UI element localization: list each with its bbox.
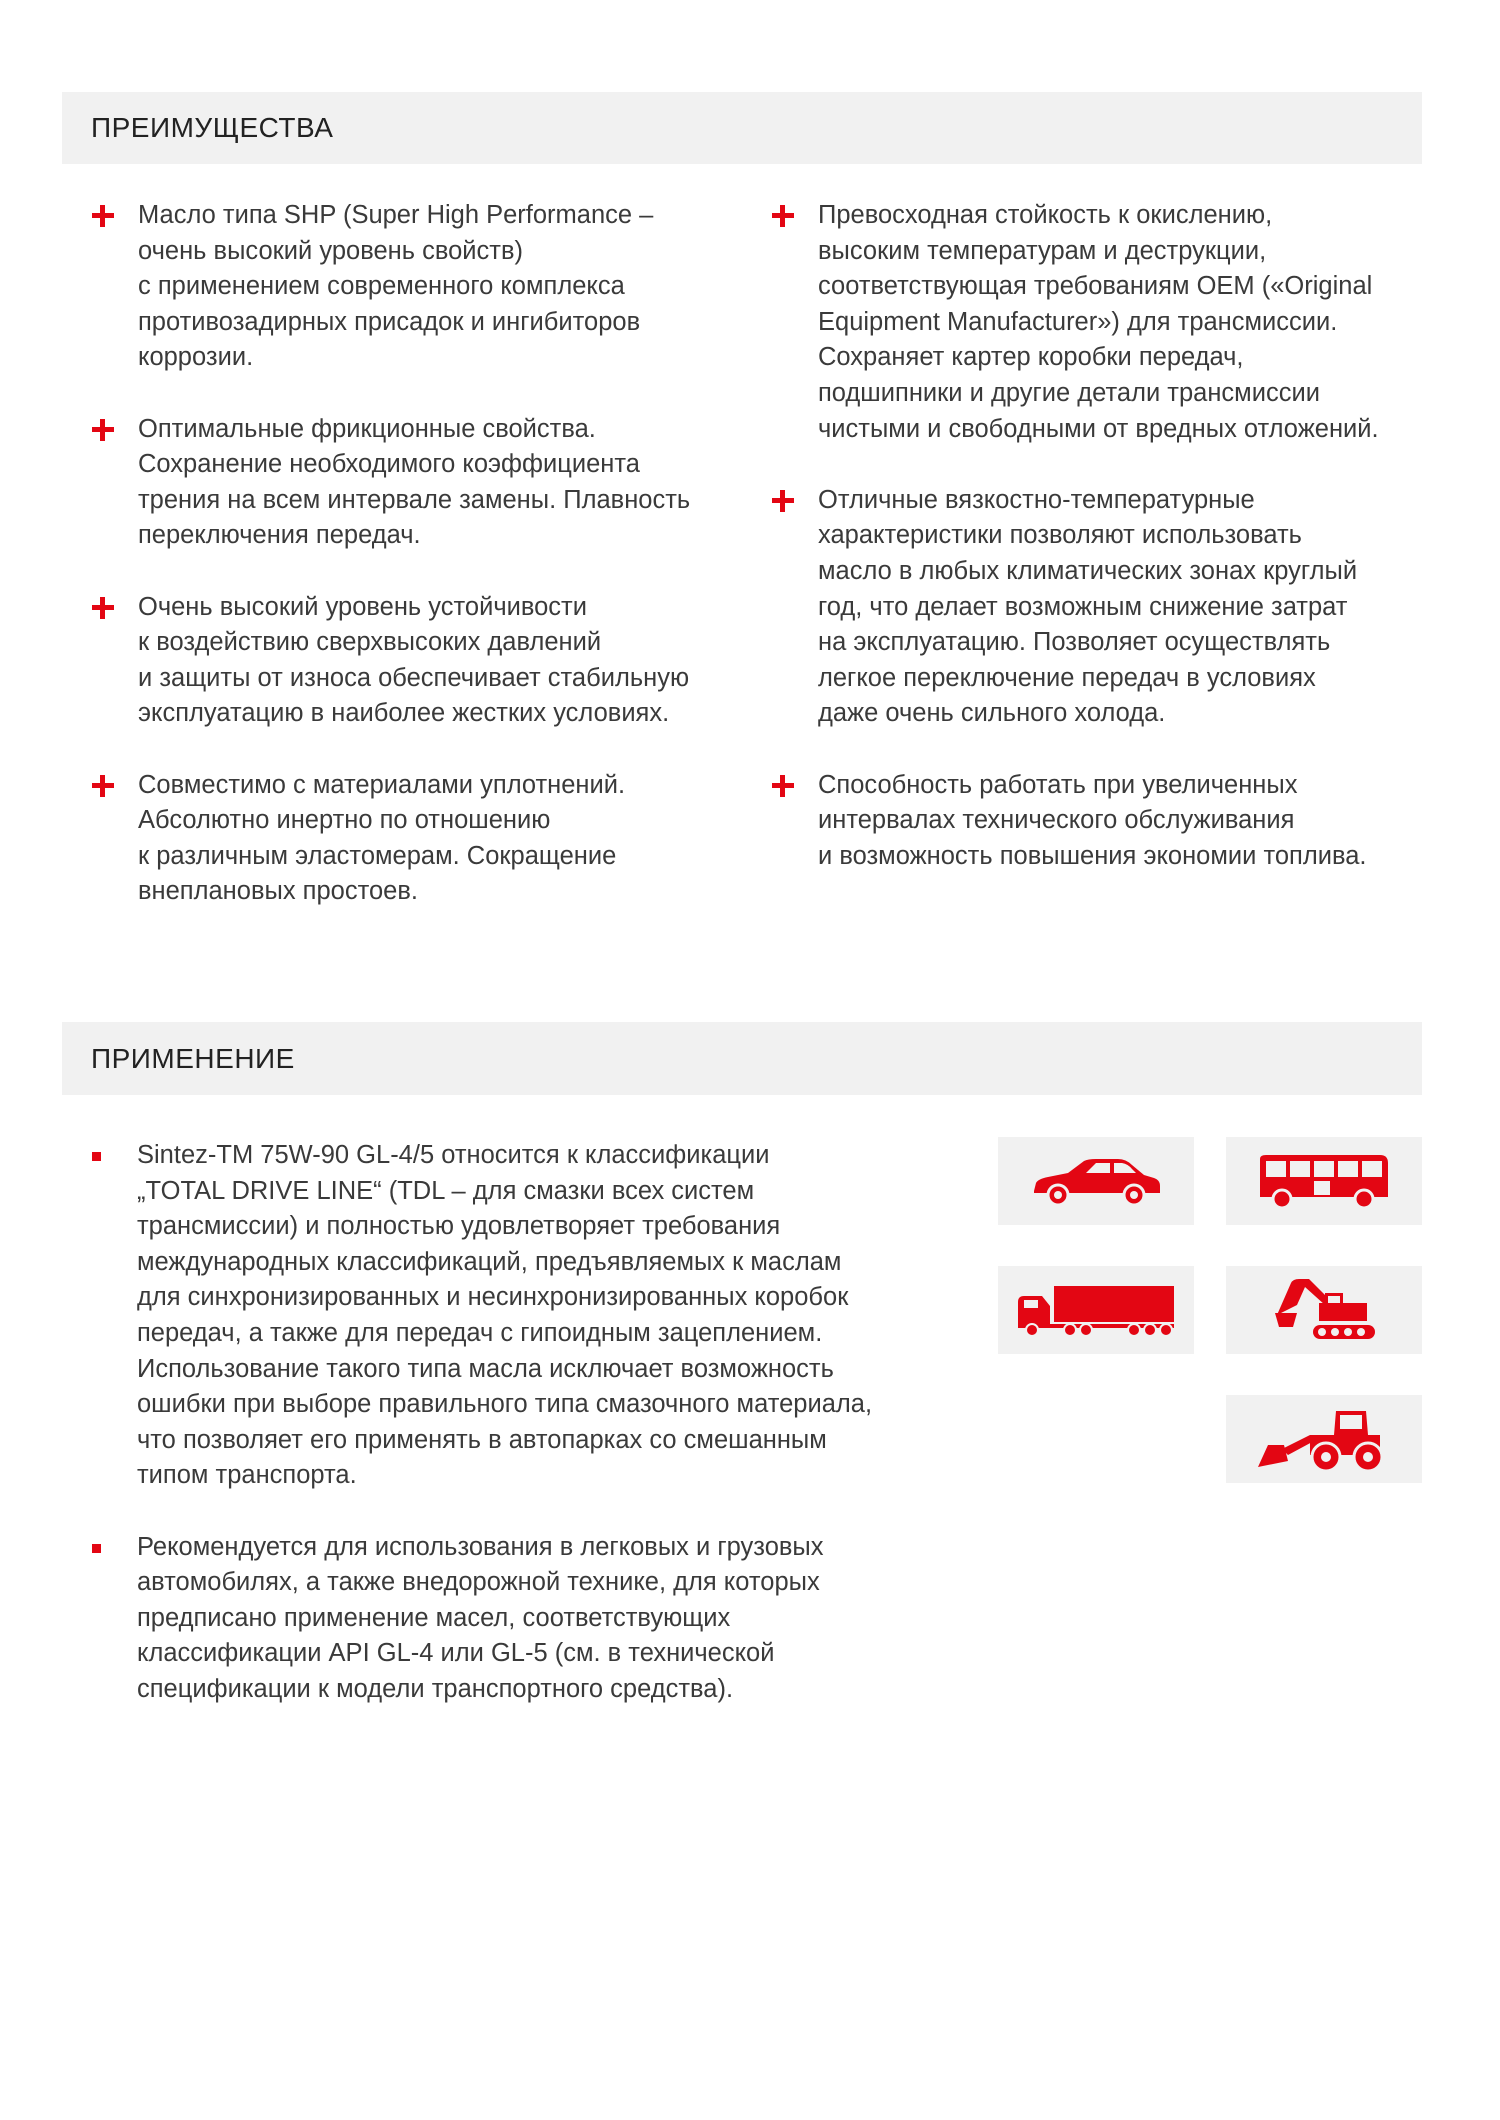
wheel-loader-icon <box>1254 1405 1394 1473</box>
advantage-text: Превосходная стойкость к окислению, высоким температурам и деструкции, соответствующая требованиям OEM («Original Equipment Manufacturer») для трансмиссии. Сохраняет картер коробки передач, подшипники и другие детали трансмиссии чистыми и свободными от вредных отложений. <box>818 201 1379 443</box>
bus-tile <box>1226 1137 1422 1225</box>
advantage-item <box>92 590 712 732</box>
plus-icon <box>772 490 794 512</box>
excavator-tile <box>1226 1266 1422 1354</box>
plus-icon <box>92 205 114 227</box>
truck-tile <box>998 1266 1194 1354</box>
application-title: ПРИМЕНЕНИЕ <box>91 1043 295 1074</box>
application-header <box>62 1022 1422 1095</box>
advantage-text: Масло типа SHP (Super High Performance – очень высокий уровень свойств) с применением современного комплекса противозадирных присадок и ингибиторов коррозии. <box>138 201 654 372</box>
bullet-square-icon <box>92 1152 101 1161</box>
car-tile <box>998 1137 1194 1225</box>
plus-icon <box>92 775 114 797</box>
advantages-title: ПРЕИМУЩЕСТВА <box>91 112 334 143</box>
application-text: Sintez-TM 75W-90 GL-4/5 относится к классификации „TOTAL DRIVE LINE“ (TDL – для смазки всех систем трансмиссии) и полностью удовлетворяет требования международных классификаций, предъявляемых к маслам для синхронизированных и несинхронизированных коробок передач, а также для передач с гипоидным зацеплением. Использование такого типа масла исключает возможность ошибки при выборе правильного типа смазочного материала, что позволяет его применять в автопарках со смешанным типом транспорта. <box>137 1141 873 1490</box>
advantage-item <box>772 198 1392 447</box>
advantages-left-column <box>92 198 712 910</box>
advantage-item <box>772 483 1392 732</box>
advantage-text: Совместимо с материалами уплотнений. Абсолютно инертно по отношению к различным эластомерам. Сокращение внеплановых простоев. <box>138 770 626 906</box>
advantage-item <box>92 768 712 910</box>
advantage-text: Отличные вязкостно-температурные характеристики позволяют использовать масло в любых климатических зонах круглый год, что делает возможным снижение затрат на эксплуатацию. Позволяет осуществлять легкое переключение передач в условиях даже очень сильного холода. <box>818 485 1358 728</box>
plus-icon <box>772 205 794 227</box>
advantages-header <box>62 92 1422 164</box>
application-text: Рекомендуется для использования в легковых и грузовых автомобилях, а также внедорожной технике, для которых предписано применение масел, соответствующих классификации API GL-4 или GL-5 (см. в технической спецификации к модели транспортного средства). <box>137 1532 824 1703</box>
plus-icon <box>92 597 114 619</box>
advantage-text: Способность работать при увеличенных интервалах технического обслуживания и возможность повышения экономии топлива. <box>818 770 1367 870</box>
application-item <box>92 1138 972 1494</box>
bullet-square-icon <box>92 1544 101 1553</box>
plus-icon <box>92 419 114 441</box>
excavator-icon <box>1269 1275 1379 1345</box>
advantage-item <box>92 198 712 376</box>
car-icon <box>1026 1153 1166 1209</box>
advantage-item <box>92 412 712 554</box>
application-list <box>92 1138 972 1708</box>
bus-icon <box>1254 1153 1394 1209</box>
advantages-right-column <box>772 198 1392 874</box>
advantage-item <box>772 768 1392 875</box>
wheel-loader-tile <box>1226 1395 1422 1483</box>
truck-icon <box>1014 1280 1178 1340</box>
advantage-text: Очень высокий уровень устойчивости к воздействию сверхвысоких давлений и защиты от износа обеспечивает стабильную эксплуатацию в наиболее жестких условиях. <box>138 592 690 728</box>
application-item <box>92 1530 972 1708</box>
plus-icon <box>772 775 794 797</box>
advantage-text: Оптимальные фрикционные свойства. Сохранение необходимого коэффициента трения на всем интервале замены. Плавность переключения передач. <box>138 414 691 550</box>
